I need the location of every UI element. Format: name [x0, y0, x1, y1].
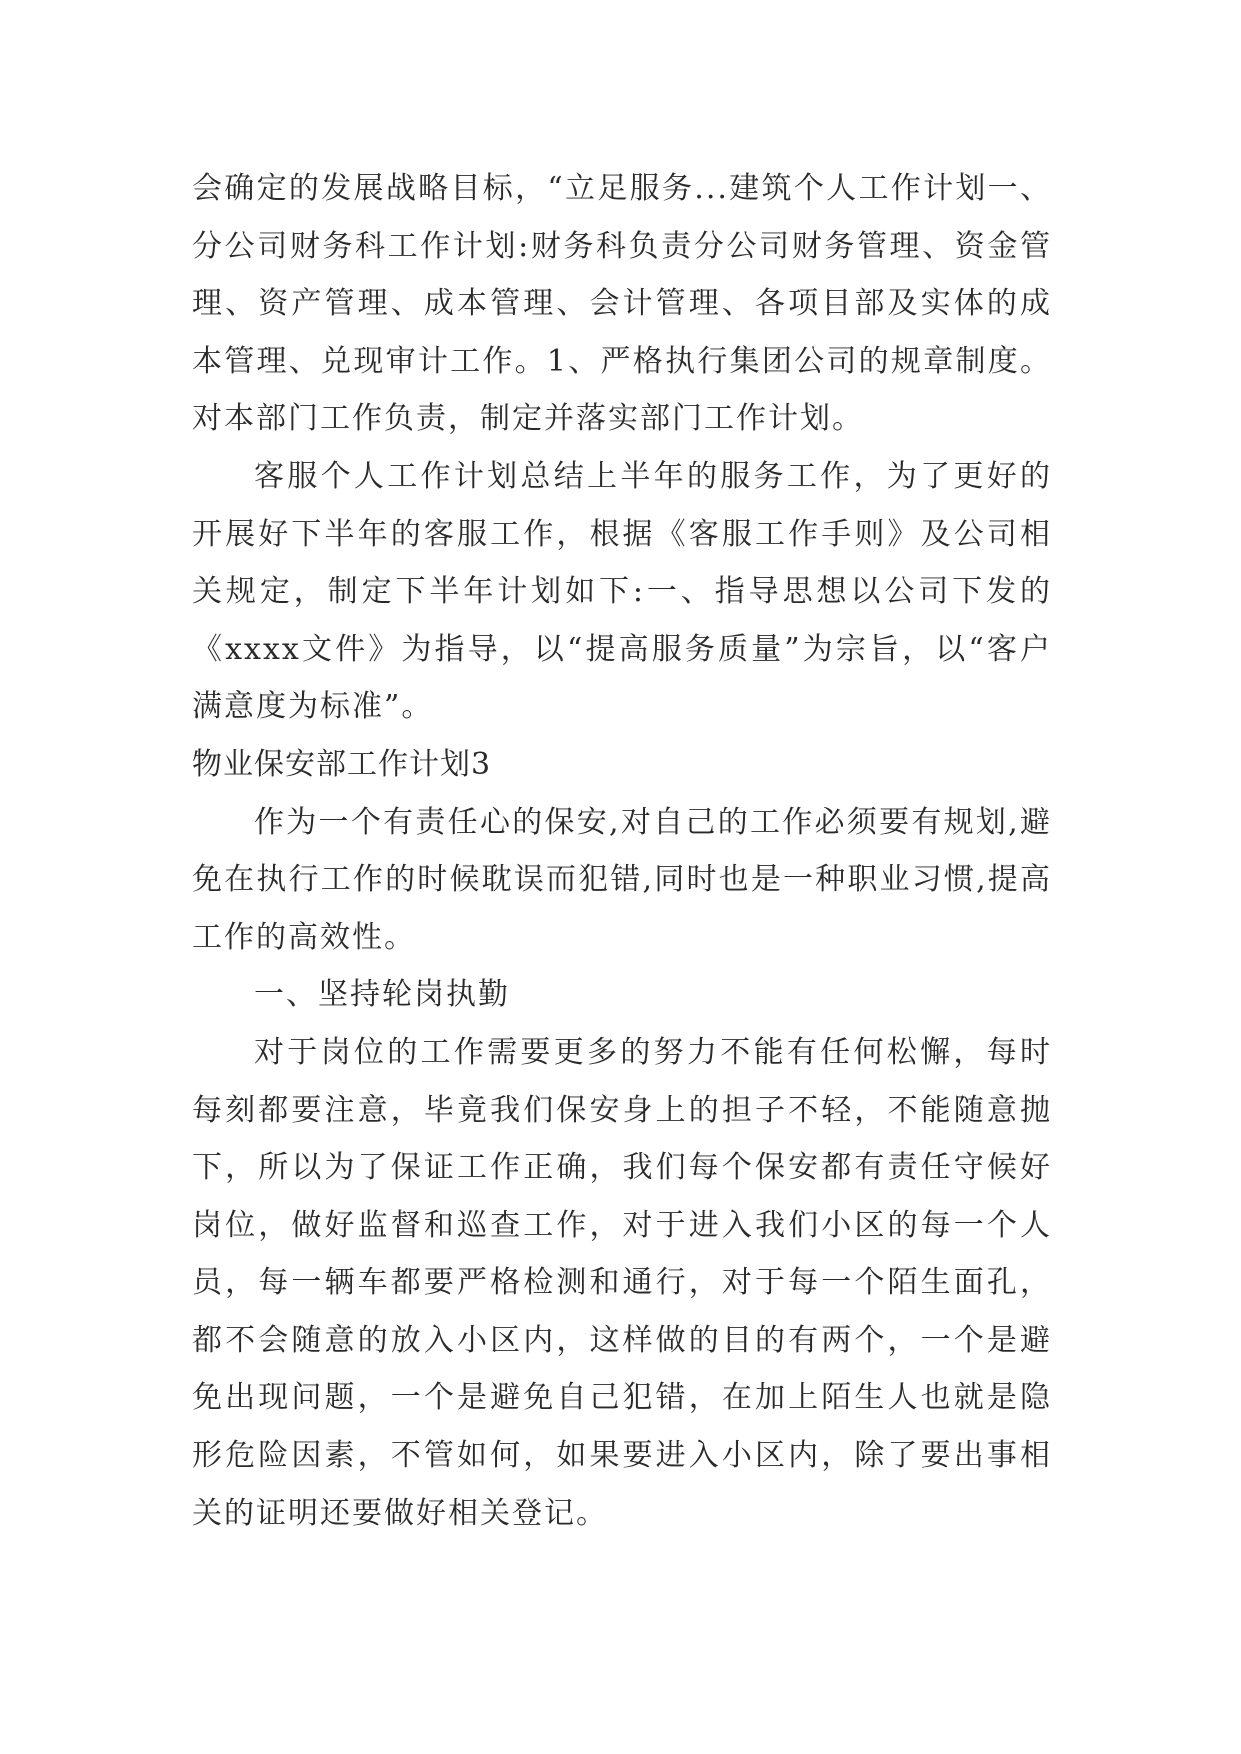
- paragraph-finance-plan: 会确定的发展战略目标，“立足服务...建筑个人工作计划一、分公司财务科工作计划:财务科负责分公司财务管理、资金管理、资产管理、成本管理、会计管理、各项目部及实体的成本管理、兑现审计工作。1、严格执行集团公司的规章制度。对本部门工作负责，制定并落实部门工作计划。: [192, 171, 1052, 437]
- section-heading: 物业保安部工作计划3: [192, 746, 492, 782]
- paragraph-rotation-duty: 对于岗位的工作需要更多的努力不能有任何松懈，每时每刻都要注意，毕竟我们保安身上的担子不轻，不能随意抛下，所以为了保证工作正确，我们每个保安都有责任守候好岗位，做好监督和巡查工作，对于进入我们小区的每一个人员，每一辆车都要严格检测和通行，对于每一个陌生面孔，都不会随意的放入小区内，这样做的目的有两个，一个是避免出现问题，一个是避免自己犯错，在加上陌生人也就是隐形危险因素，不管如何，如果要进入小区内，除了要出事相关的证明还要做好相关登记。: [192, 1034, 1052, 1531]
- document-body: [192, 160, 1052, 1542]
- paragraph-customer-service-plan: 客服个人工作计划总结上半年的服务工作，为了更好的开展好下半年的客服工作，根据《客服工作手则》及公司相关规定，制定下半年计划如下:一、指导思想以公司下发的《xxxx文件》为指导，以“提高服务质量”为宗旨，以“客户满意度为标准”。: [192, 458, 1052, 725]
- subheading-rotation-duty: 一、坚持轮岗执勤: [254, 977, 510, 1013]
- paragraph-security-intro: 作为一个有责任心的保安,对自己的工作必须要有规划,避免在执行工作的时候耽误而犯错,同时也是一种职业习惯,提高工作的高效性。: [192, 804, 1052, 955]
